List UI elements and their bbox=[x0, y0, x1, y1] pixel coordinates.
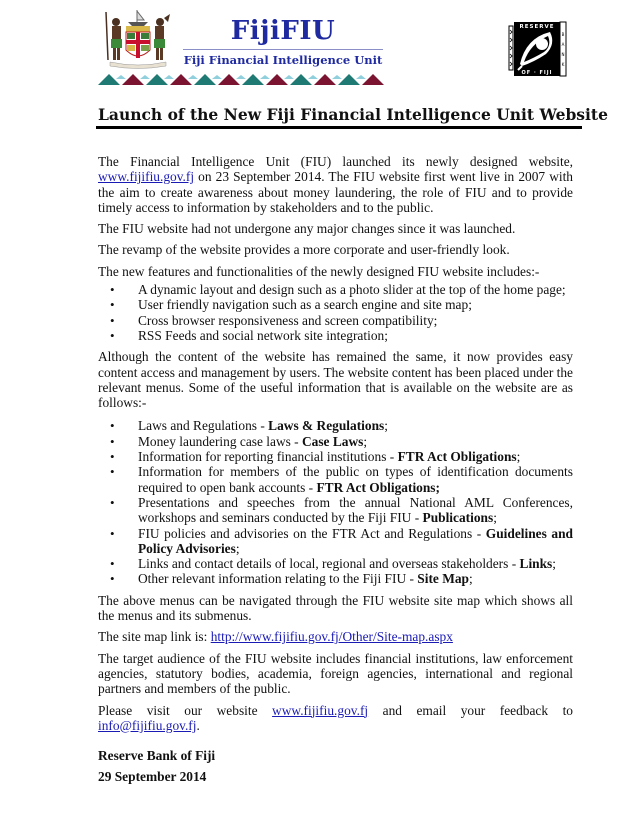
paragraph-intro bbox=[98, 154, 573, 215]
feedback-text: and email your feedback to bbox=[368, 702, 573, 718]
website-link-footer[interactable]: www.fijifiu.gov.fj bbox=[272, 702, 369, 718]
menu-desc: Presentations and speeches from the annual National AML Conferences, workshops and seminars conducted by the Fiji FIU - bbox=[138, 494, 573, 526]
svg-text:A: A bbox=[561, 42, 565, 47]
press-release-body bbox=[98, 154, 573, 791]
svg-text:RESERVE: RESERVE bbox=[519, 24, 555, 30]
brand-title: FijiFIU bbox=[230, 16, 336, 46]
visit-text: Please visit our website bbox=[98, 702, 273, 718]
menu-end: ; bbox=[363, 433, 368, 449]
svg-text:K: K bbox=[561, 62, 565, 67]
menu-name: Guidelines and Policy Advisories bbox=[138, 525, 573, 556]
menu-end: ; bbox=[493, 510, 497, 526]
reserve-bank-of-fiji-logo-icon bbox=[508, 14, 568, 82]
menu-name: Laws & Regulations bbox=[268, 418, 385, 434]
paragraph-target-audience: The target audience of the FIU website includes financial institutions, law enforcement agencies, statutory bodies, academia, foreign agencies, international and regional partners and members of the public. bbox=[98, 650, 573, 697]
menu-desc: Information for members of the public on types of identification documents required to open bank accounts - bbox=[138, 464, 573, 495]
site-map-label: The site map link is: bbox=[98, 629, 211, 645]
period: . bbox=[196, 717, 200, 733]
paragraph-content-info: Although the content of the website has remained the same, it now provides easy content access and management by users. The website content has been placed under the relevant menus. Some of the useful information that is available on the website are as follows:- bbox=[98, 349, 573, 411]
website-link[interactable]: www.fijifiu.gov.fj bbox=[98, 169, 195, 185]
menu-end: ; bbox=[552, 556, 557, 572]
list-item: • User friendly navigation such as a search engine and site map; bbox=[138, 297, 573, 312]
spacer bbox=[98, 739, 573, 748]
features-list bbox=[98, 282, 573, 343]
list-item bbox=[138, 495, 573, 526]
intro-text-end: on 23 September 2014. The FIU website first went live in 2007 with the aim to create awareness about money laundering, the role of FIU and to provide timely access to information by stakeholders and to the public. bbox=[98, 169, 573, 215]
menu-name: Site Map bbox=[417, 571, 469, 587]
menu-end: ; bbox=[468, 571, 473, 587]
paragraph-revamp: The revamp of the website provides a more corporate and user-friendly look. bbox=[98, 242, 510, 258]
menu-desc: Other relevant information relating to the Fiji FIU - bbox=[138, 571, 418, 587]
site-map-link[interactable]: http://www.fijifiu.gov.fj/Other/Site-map.aspx bbox=[210, 629, 453, 645]
paragraph-features-intro: The new features and functionalities of the newly designed FIU website includes:- bbox=[98, 263, 540, 279]
paragraph-site-map-nav: The above menus can be navigated through the FIU website site map which shows all the menus and its submenus. bbox=[98, 592, 573, 624]
brand-subtitle: Fiji Financial Intelligence Unit bbox=[183, 53, 383, 67]
menu-end: ; bbox=[384, 418, 388, 434]
list-item bbox=[138, 418, 573, 433]
list-item bbox=[138, 449, 573, 464]
list-item bbox=[138, 571, 573, 586]
fiji-coat-of-arms-icon bbox=[98, 8, 178, 70]
menu-desc: Information for reporting financial institutions - bbox=[138, 449, 398, 465]
menu-name: FTR Act Obligations; bbox=[316, 479, 440, 495]
list-item bbox=[138, 556, 573, 571]
list-item: • Cross browser responsiveness and screen compatibility; bbox=[138, 313, 573, 328]
paragraph-visit bbox=[98, 703, 573, 734]
menu-name: Publications bbox=[422, 510, 494, 526]
signature-organization: Reserve Bank of Fiji bbox=[98, 748, 216, 764]
svg-text:OF · FIJI: OF · FIJI bbox=[521, 70, 553, 76]
paragraph-site-map-link bbox=[98, 629, 573, 644]
menu-name: Case Laws bbox=[301, 433, 364, 449]
menu-desc: Links and contact details of local, regional and overseas stakeholders - bbox=[138, 556, 520, 572]
signature-date: 29 September 2014 bbox=[98, 769, 207, 785]
menu-end: ; bbox=[235, 540, 240, 556]
menu-name: Links bbox=[519, 556, 553, 572]
document-title: Launch of the New Fiji Financial Intelligence Unit Website bbox=[98, 105, 608, 124]
list-item bbox=[138, 434, 573, 449]
svg-text:B: B bbox=[561, 32, 565, 37]
email-link[interactable]: info@fijifiu.gov.fj bbox=[98, 717, 197, 733]
list-item bbox=[138, 464, 573, 495]
menu-name: FTR Act Obligations bbox=[397, 449, 517, 465]
list-item bbox=[138, 526, 573, 557]
menu-desc: FIU policies and advisories on the FTR Act and Regulations - bbox=[138, 525, 486, 541]
title-underline bbox=[96, 126, 582, 129]
intro-text-start: The Financial Intelligence Unit (FIU) launched its newly designed website, bbox=[98, 154, 573, 169]
brand-divider bbox=[183, 49, 383, 50]
list-item: • RSS Feeds and social network site integration; bbox=[138, 328, 573, 343]
brand-block bbox=[183, 16, 383, 68]
menu-desc: Money laundering case laws - bbox=[138, 433, 302, 449]
triangle-pattern-decoration bbox=[98, 71, 388, 85]
menu-desc: Laws and Regulations - bbox=[138, 418, 269, 434]
paragraph-no-changes: The FIU website had not undergone any major changes since it was launched. bbox=[98, 221, 516, 237]
list-item: • A dynamic layout and design such as a photo slider at the top of the home page; bbox=[138, 282, 573, 297]
menu-end: ; bbox=[516, 449, 521, 465]
menus-list bbox=[98, 418, 573, 586]
letterhead bbox=[98, 8, 578, 88]
svg-text:N: N bbox=[561, 52, 565, 57]
